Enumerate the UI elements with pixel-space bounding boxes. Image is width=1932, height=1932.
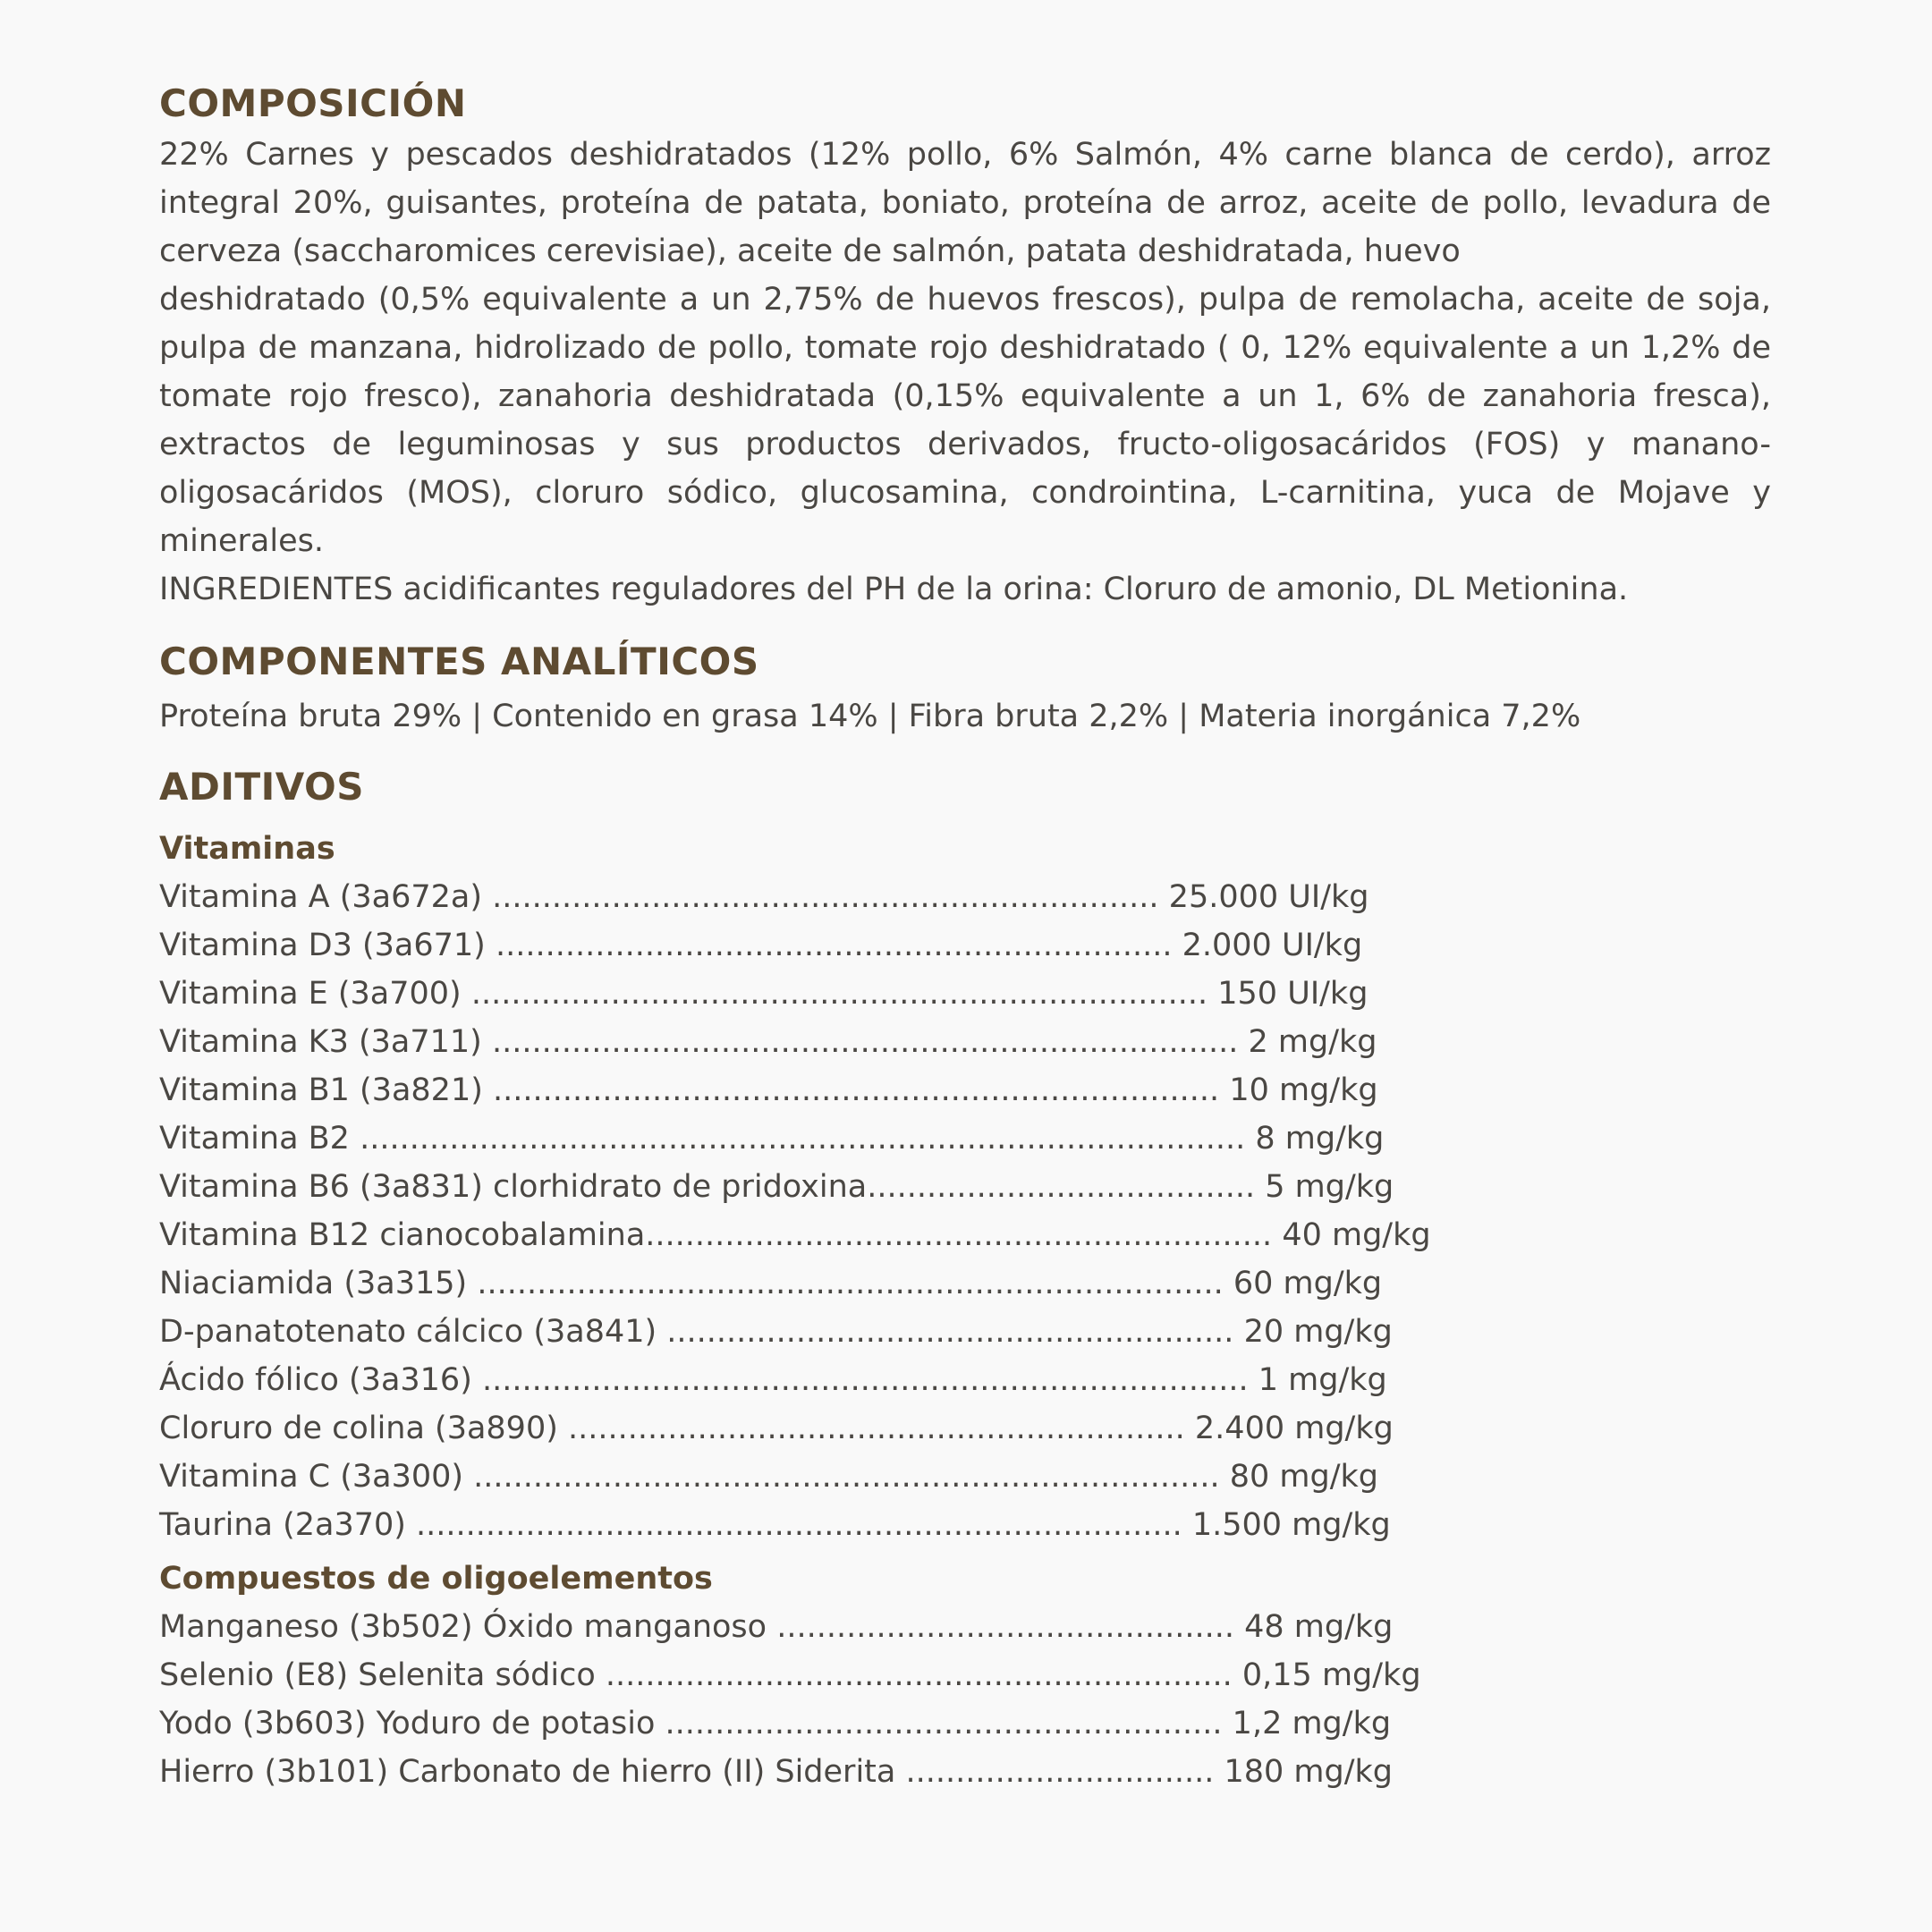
additive-row [159, 1163, 1771, 1211]
additive-row [159, 1603, 1771, 1651]
additive-row [159, 1308, 1771, 1356]
ingredientes-line: INGREDIENTES acidificantes reguladores del PH de la orina: Cloruro de amonio, DL Metionina. [159, 572, 1629, 607]
additive-label: Vitamina K3 (3a711) [159, 1024, 492, 1060]
dot-leader: .............................................. [776, 1609, 1234, 1645]
composicion-line: deshidratado (0,5% equivalente a un 2,75% de huevos frescos), pulpa de remolacha, aceite de soja, [159, 282, 1771, 318]
additive-row [159, 1453, 1771, 1501]
additive-row [159, 1699, 1771, 1748]
composicion-body [159, 131, 1771, 614]
additive-value: 1,2 mg/kg [1222, 1706, 1392, 1741]
dot-leader: ............................................................................. [416, 1507, 1182, 1543]
additive-row [159, 1651, 1771, 1699]
additive-label: Cloruro de colina (3a890) [159, 1411, 568, 1446]
additive-value: 180 mg/kg [1214, 1754, 1394, 1790]
additive-row [159, 1211, 1771, 1259]
dot-leader: ......................................................... [666, 1314, 1234, 1350]
additive-row [159, 1018, 1771, 1066]
composicion-line: integral 20%, guisantes, proteína de patata, boniato, proteína de arroz, aceite de pollo, levadura de [159, 185, 1771, 221]
dot-leader: .................................................................... [495, 928, 1173, 963]
additive-value: 25.000 UI/kg [1158, 879, 1369, 915]
additive-row [159, 1356, 1771, 1404]
dot-leader: ............................................................................. [481, 1362, 1249, 1398]
additive-value: 48 mg/kg [1234, 1609, 1394, 1645]
composicion-line: 22% Carnes y pescados deshidratados (12% pollo, 6% Salmón, 4% carne blanca de cerdo), arroz [159, 137, 1771, 173]
additive-label: Taurina (2a370) [159, 1507, 417, 1543]
additive-row [159, 1259, 1771, 1308]
dot-leader: .............................................................. [568, 1411, 1185, 1446]
composicion-line: minerales. [159, 523, 324, 559]
additive-value: 150 UI/kg [1208, 976, 1368, 1012]
additive-label: Vitamina D3 (3a671) [159, 928, 496, 963]
additive-value: 60 mg/kg [1223, 1266, 1383, 1301]
additive-value: 40 mg/kg [1272, 1217, 1431, 1253]
additive-row [159, 1114, 1771, 1163]
dot-leader: ....................................... [867, 1169, 1256, 1205]
additive-value: 1.500 mg/kg [1182, 1507, 1391, 1543]
dot-leader: ......................................................................................... [360, 1121, 1246, 1157]
dot-leader: ........................................................................... [491, 1024, 1239, 1060]
additive-label: Vitamina B2 [159, 1121, 360, 1157]
additive-row [159, 970, 1771, 1018]
document [159, 77, 1771, 1796]
additive-value: 1 mg/kg [1248, 1362, 1387, 1398]
additive-label: Vitamina B6 (3a831) clorhidrato de pridoxina [159, 1169, 868, 1205]
dot-leader: ............................... [905, 1754, 1215, 1790]
dot-leader: ............................................................... [645, 1217, 1273, 1253]
additive-label: Hierro (3b101) Carbonato de hierro (II) Siderita [159, 1754, 906, 1790]
composicion-title: COMPOSICIÓN [159, 81, 467, 125]
additive-row [159, 1748, 1771, 1796]
additive-row [159, 921, 1771, 970]
additive-label: Vitamina E (3a700) [159, 976, 471, 1012]
aditivos-title: ADITIVOS [159, 765, 364, 809]
additive-value: 20 mg/kg [1233, 1314, 1393, 1350]
dot-leader: ......................................................................... [493, 1072, 1220, 1108]
composicion-line: cerveza (saccharomices cerevisiae), aceite de salmón, patata deshidratada, huevo [159, 233, 1461, 269]
additive-label: Selenio (E8) Selenita sódico [159, 1657, 606, 1693]
dot-leader: ........................................................................... [473, 1459, 1220, 1495]
additive-label: Vitamina B1 (3a821) [159, 1072, 494, 1108]
additive-value: 0,15 mg/kg [1232, 1657, 1421, 1693]
dot-leader: ........................................................ [665, 1706, 1223, 1741]
dot-leader: ........................................................................... [477, 1266, 1224, 1301]
additive-label: Vitamina C (3a300) [159, 1459, 474, 1495]
vitaminas-subtitle: Vitaminas [159, 831, 335, 867]
additive-label: D-panatotenato cálcico (3a841) [159, 1314, 667, 1350]
analiticos-text: Proteína bruta 29% | Contenido en grasa 14% | Fibra bruta 2,2% | Materia inorgánica 7,2% [159, 699, 1581, 734]
additive-value: 2.000 UI/kg [1172, 928, 1363, 963]
dot-leader: ................................................................... [492, 879, 1159, 915]
dot-leader: ............................................................... [605, 1657, 1233, 1693]
additive-label: Yodo (3b603) Yoduro de potasio [159, 1706, 665, 1741]
oligoelementos-list [159, 1603, 1771, 1796]
additive-row [159, 1404, 1771, 1453]
additive-value: 80 mg/kg [1219, 1459, 1378, 1495]
additive-row [159, 1066, 1771, 1114]
additive-label: Ácido fólico (3a316) [159, 1362, 482, 1398]
additive-value: 10 mg/kg [1219, 1072, 1378, 1108]
vitaminas-list [159, 873, 1771, 1549]
additive-value: 2 mg/kg [1238, 1024, 1377, 1060]
analiticos-title: COMPONENTES ANALÍTICOS [159, 640, 759, 683]
composicion-line: pulpa de manzana, hidrolizado de pollo, tomate rojo deshidratado ( 0, 12% equivalente a un 1,2% de [159, 330, 1771, 366]
dot-leader: .......................................................................... [470, 976, 1208, 1012]
additive-label: Vitamina B12 cianocobalamina [159, 1217, 646, 1253]
additive-value: 2.400 mg/kg [1184, 1411, 1394, 1446]
additive-row [159, 1501, 1771, 1549]
additive-label: Niaciamida (3a315) [159, 1266, 478, 1301]
composicion-line: tomate rojo fresco), zanahoria deshidratada (0,15% equivalente a un 1, 6% de zanahoria fresca), [159, 378, 1771, 414]
composicion-line: oligosacáridos (MOS), cloruro sódico, glucosamina, condrointina, L-carnitina, yuca de Mojave y [159, 475, 1771, 511]
additive-label: Vitamina A (3a672a) [159, 879, 493, 915]
oligoelementos-subtitle: Compuestos de oligoelementos [159, 1561, 713, 1597]
additive-label: Manganeso (3b502) Óxido manganoso [159, 1609, 777, 1645]
additive-row [159, 873, 1771, 921]
additive-value: 5 mg/kg [1255, 1169, 1394, 1205]
additive-value: 8 mg/kg [1245, 1121, 1385, 1157]
composicion-line: extractos de leguminosas y sus productos derivados, fructo-oligosacáridos (FOS) y manano- [159, 427, 1771, 462]
